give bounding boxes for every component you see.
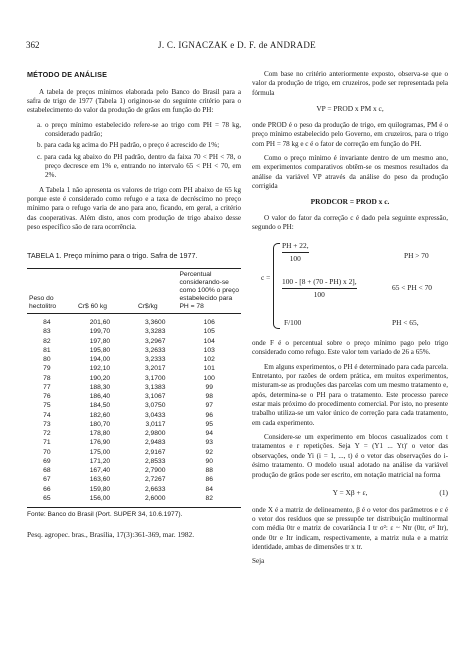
expr-1-denominator: 100 (289, 253, 301, 263)
cell-price-kg: 3,2333 (144, 356, 166, 364)
table-header-row (27, 269, 241, 314)
table-row (27, 355, 241, 364)
cell-percent: 97 (205, 402, 213, 410)
cell-ph: 76 (43, 393, 51, 401)
model-definitions-paragraph: onde X é a matriz de delineamento, β é o vetor dos parâmetros e ε é o vetor dos resíduos que se pressupõe ter distribuição multinormal com média 0tr e matriz de covariância I tr σ²: ε ~ Ntr (0tr, σ² Itr), onde 0tr e Itr indicam, respectivamente, a matriz nula e a matriz identidade, ambas de dimensões tr x tr. (252, 505, 448, 552)
piecewise-brace (273, 243, 280, 329)
table-row (27, 475, 241, 484)
cell-price-kg: 2,7267 (144, 476, 166, 484)
piecewise-expr-3: F/100 (284, 317, 302, 327)
cell-ph: 80 (43, 356, 51, 364)
table-row (27, 337, 241, 346)
table-row (27, 411, 241, 420)
formula-intro-paragraph: Com base no critério anteriormente exposto, observa-se que o valor da produção de trigo, em cruzeiros, pode ser representada pela fórmula (252, 70, 448, 97)
prodcor-paragraph: Como o preço mínimo é invariante dentro de um mesmo ano, em experimentos comparativos obtêm-se os mesmos resultados da análise da variável VP através da análise do peso da produção corrigida (252, 153, 448, 190)
cell-ph: 83 (43, 328, 51, 336)
cell-percent: 104 (203, 337, 215, 345)
cell-price-60kg: 156,00 (89, 494, 111, 502)
col-header-price-60kg: Cr$ 60 kg (77, 303, 107, 311)
table-row (27, 494, 241, 508)
cell-ph: 71 (43, 439, 51, 447)
cell-ph: 67 (43, 476, 51, 484)
cell-price-60kg: 199,70 (89, 328, 111, 336)
cell-percent: 82 (205, 494, 213, 502)
cell-price-kg: 2,6000 (144, 494, 166, 502)
refugo-paragraph: A Tabela 1 não apresenta os valores de trigo com PH abaixo de 65 kg porque este é considerado como refugo e a taxa de decréscimo no preço mínimo para o refugo varia de ano para ano, ficando, em geral, a critério das cooperativas. Além disto, anos com produção de trigo abaixo desse peso específico são de rara ocorrência. (27, 185, 241, 232)
cell-price-60kg: 194,00 (89, 356, 111, 364)
cell-price-60kg: 188,30 (89, 383, 111, 391)
cell-price-kg: 2,6633 (144, 485, 166, 493)
cell-percent: 94 (205, 430, 213, 438)
cell-percent: 95 (205, 420, 213, 428)
table-row (27, 364, 241, 373)
cell-price-kg: 3,3600 (144, 319, 166, 327)
cell-ph: 74 (43, 411, 51, 419)
expr-1-numerator: PH + 22, (282, 240, 309, 250)
cell-percent: 86 (205, 476, 213, 484)
table-row (27, 420, 241, 429)
table-row (27, 383, 241, 392)
equation-body: Y = Xβ + ε, (332, 487, 368, 497)
cell-ph: 77 (43, 383, 51, 391)
cell-ph: 81 (43, 346, 51, 354)
cell-percent: 103 (203, 346, 215, 354)
cell-percent: 105 (203, 328, 215, 336)
cell-price-kg: 3,2967 (144, 337, 166, 345)
piecewise-formula (252, 239, 448, 331)
cell-price-kg: 3,2633 (144, 346, 166, 354)
cell-price-60kg: 201,60 (89, 319, 111, 327)
fraction-bar (282, 288, 357, 289)
cell-ph: 84 (43, 319, 51, 327)
cell-percent: 84 (205, 485, 213, 493)
col-header-percent: Percentual considerando-se como 100% o preço estabelecido para PH = 78 (179, 271, 239, 311)
cell-percent: 88 (205, 467, 213, 475)
piecewise-cond-1: PH > 70 (404, 250, 429, 260)
cell-ph: 73 (43, 420, 51, 428)
section-title: MÉTODO DE ANÁLISE (27, 70, 108, 79)
cell-price-kg: 2,9800 (144, 430, 166, 438)
piecewise-cond-3: PH < 65, (392, 317, 419, 327)
cell-price-kg: 3,0433 (144, 411, 166, 419)
piecewise-expr-1 (282, 241, 309, 264)
cell-percent: 102 (203, 356, 215, 364)
running-title: J. C. IGNACZAK e D. F. de ANDRADE (158, 40, 316, 50)
right-column (252, 70, 448, 572)
cell-price-60kg: 192,10 (89, 365, 111, 373)
criteria-list (37, 121, 241, 181)
cell-percent: 101 (203, 365, 215, 373)
cell-price-60kg: 178,80 (89, 430, 111, 438)
cell-ph: 79 (43, 365, 51, 373)
page-header (26, 40, 448, 54)
formula-prodcor: PRODCOR = PROD x c. (310, 197, 390, 207)
cell-price-60kg: 180,70 (89, 420, 111, 428)
cell-price-60kg: 190,20 (89, 374, 111, 382)
cell-percent: 90 (205, 457, 213, 465)
criteria-item-c: c. para cada kg abaixo do PH padrão, dentro da faixa 70 < PH < 78, o preço decresce em 1% e, entrando no intervalo 65 < PH < 70, em 2%. (37, 152, 241, 180)
page-number: 362 (26, 40, 40, 50)
cell-price-60kg: 197,80 (89, 337, 111, 345)
table-caption: TABELA 1. Preço mínimo para o trigo. Safra de 1977. (27, 250, 198, 260)
table-row (27, 448, 241, 457)
cell-price-60kg: 171,20 (89, 457, 111, 465)
cell-price-60kg: 195,80 (89, 346, 111, 354)
ph-determination-paragraph: Em alguns experimentos, o PH é determinado para cada parcela. Entretanto, por razões de ordem prática, em muitos experimentos, misturam-se as produções das parcelas com um mesmo tratamento e, após, determina-se o PH para o tratamento. Este processo parece estar mais próximo do procedimento comercial. Por isto, no presente trabalho utiliza-se um valor único de correção para cada tratamento, em cada experimento. (252, 362, 448, 427)
cell-price-kg: 3,3283 (144, 328, 166, 336)
cell-price-60kg: 167,40 (89, 467, 111, 475)
cell-percent: 100 (203, 374, 215, 382)
table-row (27, 485, 241, 494)
col-header-ph: Peso do hectolitro (29, 295, 57, 311)
table-row (27, 429, 241, 438)
cell-percent: 92 (205, 448, 213, 456)
expr-2-numerator: 100 - [8 + (70 - PH) x 2], (282, 276, 357, 286)
table-body (27, 314, 241, 508)
cell-price-kg: 3,0117 (145, 420, 166, 428)
table-row (27, 314, 241, 328)
cell-price-60kg: 163,60 (89, 476, 111, 484)
table-row (27, 438, 241, 447)
cell-ph: 75 (43, 402, 51, 410)
piecewise-cond-2: 65 < PH < 70 (392, 282, 432, 292)
table-row (27, 346, 241, 355)
criteria-item-a: a. o preço mínimo estabelecido refere-se ao trigo com PH = 78 kg, considerado padrão; (37, 120, 241, 138)
left-column (27, 70, 241, 540)
table-row (27, 457, 241, 466)
table-row (27, 392, 241, 401)
cell-ph: 66 (43, 485, 51, 493)
cell-percent: 96 (205, 411, 213, 419)
cell-percent: 93 (205, 439, 213, 447)
cell-ph: 70 (43, 448, 51, 456)
criteria-item-b: b. para cada kg acima do PH padrão, o preço é acrescido de 1%; (37, 141, 220, 150)
col-header-price-kg: Cr$/kg (137, 303, 158, 311)
experiment-model-paragraph: Considere-se um experimento em blocos casualizados com t tratamentos e r repetições. Seja Y = (Y1 ... Yt)' o vetor das observações, onde Yi (i = 1, ..., t) é o vetor das observações do i-ésimo tratamento. O modelo usual adotado na análise da variável produção de grãos pode ser escrito, em notação matricial na forma (252, 433, 448, 479)
cell-ph: 65 (43, 494, 51, 502)
cell-ph: 69 (43, 457, 51, 465)
cell-price-60kg: 186,40 (89, 393, 111, 401)
cell-percent: 98 (205, 393, 213, 401)
table-row (27, 374, 241, 383)
formula-vp: VP = PROD x PM x c, (316, 104, 384, 114)
cell-price-60kg: 184,50 (89, 402, 111, 410)
refugo-percent-paragraph: onde F é o percentual sobre o preço mínimo pago pelo trigo considerado como refugo. Este valor tem variado de 26 a 65%. (252, 338, 448, 357)
cell-ph: 82 (43, 337, 51, 345)
fraction-bar (282, 252, 309, 253)
cell-price-kg: 2,9483 (144, 439, 166, 447)
equation-number: (1) (439, 487, 448, 497)
price-table (27, 268, 241, 508)
cell-price-kg: 2,8533 (144, 457, 166, 465)
table-row (27, 327, 241, 336)
journal-citation: Pesq. agropec. bras., Brasília, 17(3):361-369, mar. 1982. (27, 529, 195, 539)
cell-price-60kg: 175,00 (89, 448, 111, 456)
cell-price-60kg: 182,60 (89, 411, 111, 419)
cell-price-60kg: 159,80 (89, 485, 111, 493)
cell-percent: 106 (203, 319, 215, 327)
cell-ph: 68 (43, 467, 51, 475)
table-row (27, 401, 241, 410)
cell-percent: 99 (205, 383, 213, 391)
table-footnote: Fonte: Banco do Brasil (Port. SUPER 34, 10.6.1977). (27, 511, 183, 519)
intro-paragraph: A tabela de preços mínimos elaborada pelo Banco do Brasil para a safra de trigo de 1977 (Tabela 1) originou-se do seguinte critério para o estabelecimento do valor da produção de grãos em função do PH: (27, 87, 241, 115)
correction-factor-paragraph: O valor do fator da correção c é dado pela seguinte expressão, segundo o PH: (252, 214, 448, 232)
cell-ph: 72 (43, 430, 51, 438)
cell-price-kg: 3,1067 (144, 393, 166, 401)
table-row (27, 466, 241, 475)
cell-price-kg: 2,7900 (144, 467, 166, 475)
cell-ph: 78 (43, 374, 51, 382)
cell-price-kg: 3,1383 (144, 383, 166, 391)
piecewise-expr-2 (282, 277, 357, 300)
model-equation (252, 488, 448, 498)
cell-price-kg: 3,1700 (144, 374, 166, 382)
piecewise-label: c = (261, 272, 271, 282)
cell-price-kg: 2,9167 (144, 448, 166, 456)
cell-price-kg: 3,2017 (144, 365, 166, 373)
expr-2-denominator: 100 (313, 289, 325, 299)
formula-explanation-paragraph: onde PROD é o peso da produção de trigo, em quilogramas, PM é o preço mínimo estabelecido pelo Governo, em cruzeiros, para o trigo com PH = 78 kg e c é o fator de correção em função do PH. (252, 120, 448, 148)
cell-price-kg: 3,0750 (144, 402, 166, 410)
cell-price-60kg: 176,90 (89, 439, 111, 447)
seja-line: Seja (252, 557, 265, 566)
